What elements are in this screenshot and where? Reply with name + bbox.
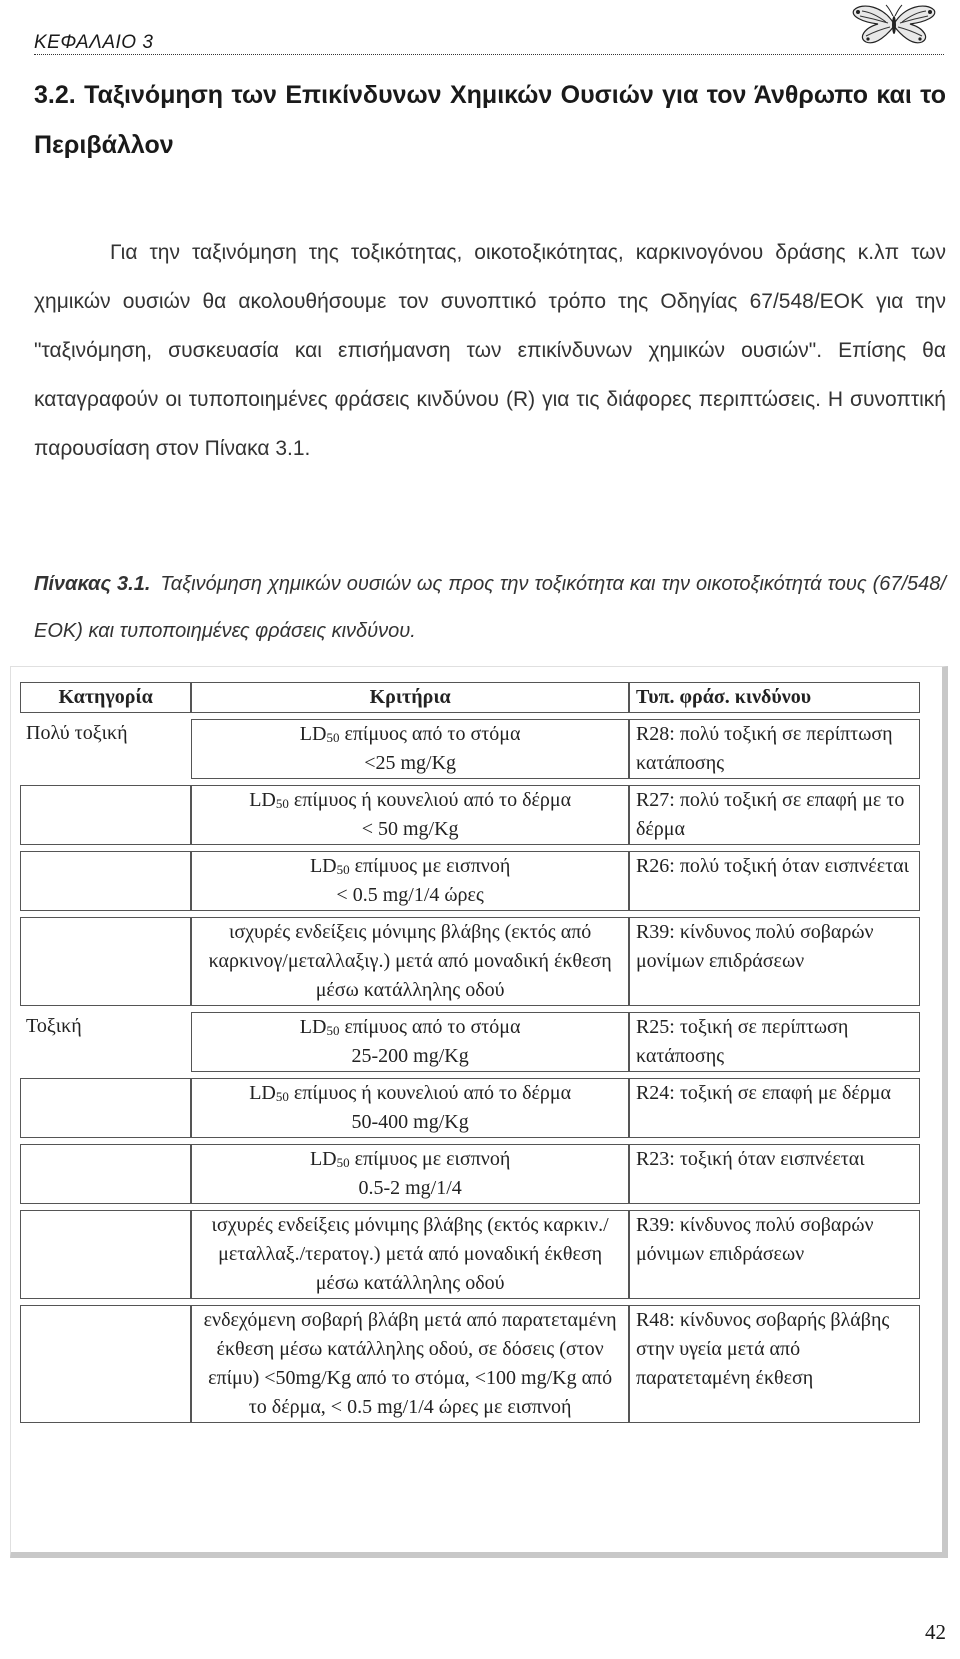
ld-subscript: 50: [326, 730, 340, 745]
row-category: [20, 1210, 191, 1299]
criteria-text: < 50 mg/Kg: [361, 818, 459, 840]
table-row: [20, 1210, 920, 1299]
row-criteria: [191, 719, 629, 779]
criteria-ld-text: επίμυος από το στόμα: [339, 723, 521, 745]
criteria-ld-line: [198, 1013, 622, 1042]
ld-prefix: LD: [249, 1082, 276, 1104]
criteria-ld-line: [198, 852, 622, 881]
criteria-text: <25 mg/Kg: [364, 752, 457, 774]
row-criteria: [191, 851, 629, 911]
row-risk-phrase: R27: πολύ τοξική σε επαφή με το δέρμα: [629, 785, 920, 845]
ld-subscript: 50: [326, 1023, 340, 1038]
intro-paragraph: Για την ταξινόμηση της τοξικότητας, οικοτοξικότητας, καρκινογόνου δράσης κ.λπ των χημικών ουσιών θα ακολουθήσουμε τον συνοπτικό τρόπο της Οδηγίας 67/548/ΕΟΚ για την "ταξινόμηση, συσκευασία και επισήμανση των επικίνδυνων χημικών ουσιών". Επίσης θα καταγραφούν οι τυποποιημένες φράσεις κινδύνου (R) για τις διάφορες περιπτώσεις. Η συνοπτική παρουσίαση στον Πίνακα 3.1.: [34, 241, 946, 460]
criteria-text: 25-200 mg/Kg: [351, 1045, 469, 1067]
row-criteria: [191, 1305, 629, 1423]
ld-subscript: 50: [336, 1155, 350, 1170]
ld-prefix: LD: [309, 1148, 337, 1170]
caption-label: Πίνακας 3.1.: [34, 573, 151, 595]
butterfly-icon: [848, 2, 940, 46]
row-risk-phrase: R28: πολύ τοξική σε περίπτωση κατάποσης: [629, 719, 920, 779]
table-row: [20, 1144, 920, 1204]
caption-text: Ταξινόμηση χημικών ουσιών ως προς την τοξικότητα και την οικοτοξικότητά τους (67/548/ΕΟΚ) και τυποποιημένες φράσεις κινδύνου.: [34, 573, 946, 642]
criteria-ld-text: επίμυος με εισπνοή: [349, 1148, 511, 1170]
ld-prefix: LD: [299, 723, 327, 745]
row-category: Τοξική: [26, 1015, 82, 1037]
row-criteria: [191, 1012, 629, 1072]
row-risk-phrase: R39: κίνδυνος πολύ σοβαρών μόνιμων επιδράσεων: [629, 1210, 920, 1299]
table-row: [20, 1012, 920, 1072]
table-row: [20, 851, 920, 911]
page-header: [34, 18, 944, 55]
ld-subscript: 50: [275, 796, 289, 811]
row-category: [20, 1078, 191, 1138]
row-criteria: [191, 1210, 629, 1299]
criteria-text: < 0.5 mg/1/4 ώρες: [336, 884, 484, 906]
criteria-text: ισχυρές ενδείξεις μόνιμης βλάβης (εκτός από καρκινογ/μεταλλαξιγ.) μετά από μοναδική έκθεση μέσω κατάλληλης οδού: [208, 921, 612, 1001]
row-category: [20, 785, 191, 845]
criteria-ld-line: [198, 1145, 622, 1174]
row-risk-phrase: R48: κίνδυνος σοβαρής βλάβης στην υγεία μετά από παρατεταμένη έκθεση: [629, 1305, 920, 1423]
criteria-ld-text: επίμυος ή κουνελιού από το δέρμα: [288, 1082, 572, 1104]
row-risk-phrase: R24: τοξική σε επαφή με δέρμα: [629, 1078, 920, 1138]
section-title: 3.2. Ταξινόμηση των Επικίνδυνων Χημικών Ουσιών για τον Άνθρωπο και το Περιβάλλον: [34, 81, 946, 159]
row-criteria: [191, 917, 629, 1006]
row-risk-phrase: R25: τοξική σε περίπτωση κατάποσης: [629, 1012, 920, 1072]
criteria-ld-line: [198, 786, 622, 815]
ld-prefix: LD: [309, 855, 337, 877]
table-row: [20, 1078, 920, 1138]
hazard-classification-table: [20, 676, 920, 1429]
chapter-label: ΚΕΦΑΛΑΙΟ 3: [34, 32, 154, 53]
row-category: [20, 917, 191, 1006]
row-criteria: [191, 785, 629, 845]
row-criteria: [191, 1144, 629, 1204]
row-category: [20, 1305, 191, 1423]
criteria-text: ισχυρές ενδείξεις μόνιμης βλάβης (εκτός καρκιν./μεταλλαξ./τερατογ.) μετά από μοναδική έκθεση μέσω κατάλληλης οδού: [211, 1214, 609, 1294]
row-risk-phrase: R23: τοξική όταν εισπνέεται: [629, 1144, 920, 1204]
criteria-text: 50-400 mg/Kg: [351, 1111, 469, 1133]
table-row: [20, 917, 920, 1006]
row-criteria: [191, 1078, 629, 1138]
header-criteria: Κριτήρια: [191, 682, 629, 713]
row-category: [20, 1144, 191, 1204]
header-category: Κατηγορία: [20, 682, 191, 713]
row-risk-phrase: R26: πολύ τοξική όταν εισπνέεται: [629, 851, 920, 911]
table-row: [20, 1305, 920, 1423]
ld-subscript: 50: [336, 862, 350, 877]
criteria-ld-line: [198, 1079, 622, 1108]
criteria-text: 0.5-2 mg/1/4: [358, 1177, 462, 1199]
table-row: [20, 719, 920, 779]
table-body: [20, 719, 920, 1423]
row-risk-phrase: R39: κίνδυνος πολύ σοβαρών μονίμων επιδράσεων: [629, 917, 920, 1006]
criteria-ld-text: επίμυος ή κουνελιού από το δέρμα: [288, 789, 572, 811]
table-row: [20, 785, 920, 845]
ld-prefix: LD: [249, 789, 276, 811]
header-risk-phrase: Τυπ. φράσ. κινδύνου: [629, 682, 920, 713]
criteria-ld-line: [198, 720, 622, 749]
criteria-ld-text: επίμυος από το στόμα: [339, 1016, 521, 1038]
criteria-text: ενδεχόμενη σοβαρή βλάβη μετά από παρατεταμένη έκθεση μέσω κατάλληλης οδού, σε δόσεις (στον επίμυ) <50mg/Kg από το στόμα, <100 mg/Kg από το δέρμα, < 0.5 mg/1/4 ώρες με εισπνοή: [203, 1309, 617, 1418]
ld-prefix: LD: [299, 1016, 327, 1038]
row-category: [20, 851, 191, 911]
row-category: Πολύ τοξική: [26, 722, 128, 744]
ld-subscript: 50: [275, 1089, 289, 1104]
table-header-row: [20, 682, 920, 713]
page-number: 42: [925, 1620, 946, 1644]
criteria-ld-text: επίμυος με εισπνοή: [349, 855, 511, 877]
table-caption: [34, 561, 946, 655]
